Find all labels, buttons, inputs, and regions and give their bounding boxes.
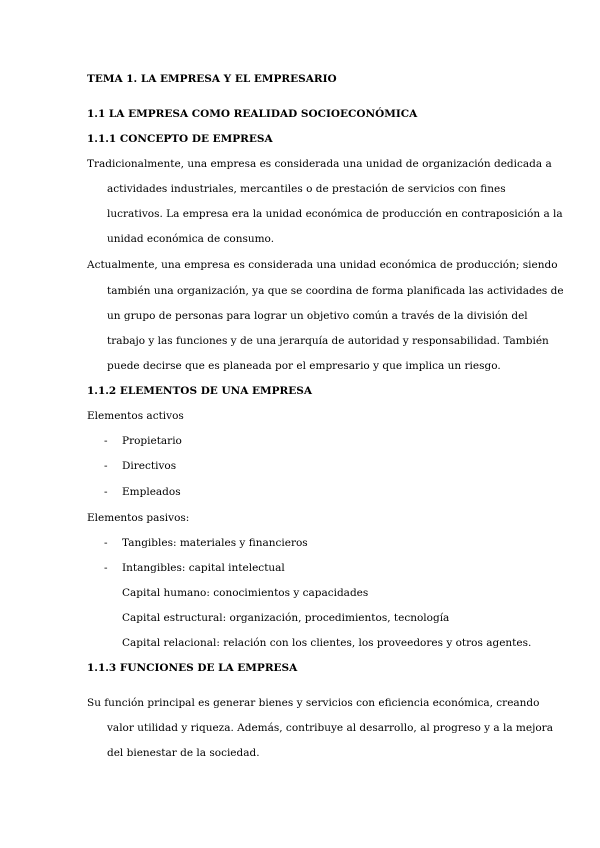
pasivos-label: Elementos pasivos: (87, 512, 190, 524)
paragraph-line: también una organización, ya que se coordina de forma planificada las actividades de (107, 285, 564, 297)
bullet-dash: - (104, 537, 108, 549)
bullet-dash: - (104, 460, 108, 472)
paragraph-line: lucrativos. La empresa era la unidad económica de producción en contraposición a la (107, 208, 563, 220)
paragraph-line: trabajo y las funciones y de una jerarquía de autoridad y responsabilidad. También (107, 335, 549, 347)
section-heading-1-1-2: 1.1.2 ELEMENTOS DE UNA EMPRESA (87, 385, 312, 397)
paragraph-line: Su función principal es generar bienes y servicios con eficiencia económica, creando (87, 697, 540, 709)
document-title: TEMA 1. LA EMPRESA Y EL EMPRESARIO (87, 73, 337, 85)
paragraph-line: Tradicionalmente, una empresa es considerada una unidad de organización dedicada a (87, 158, 552, 170)
section-heading-1-1: 1.1 LA EMPRESA COMO REALIDAD SOCIOECONÓMICA (87, 108, 418, 120)
paragraph-line: un grupo de personas para lograr un objetivo común a través de la división del (107, 310, 528, 322)
bullet-dash: - (104, 486, 108, 498)
paragraph-line: unidad económica de consumo. (107, 233, 275, 245)
paragraph-line: valor utilidad y riqueza. Además, contribuye al desarrollo, al progreso y a la mejora (107, 722, 553, 734)
section-heading-1-1-3: 1.1.3 FUNCIONES DE LA EMPRESA (87, 662, 298, 674)
list-item: Tangibles: materiales y financieros (122, 537, 308, 549)
list-item: Directivos (122, 460, 177, 472)
paragraph-line: actividades industriales, mercantiles o de prestación de servicios con fines (107, 183, 506, 195)
list-item: Empleados (122, 486, 181, 498)
sublist-item: Capital relacional: relación con los clientes, los proveedores y otros agentes. (122, 637, 532, 649)
sublist-item: Capital estructural: organización, procedimientos, tecnología (122, 612, 450, 624)
list-item: Intangibles: capital intelectual (122, 562, 285, 574)
list-item: Propietario (122, 435, 182, 447)
sublist-item: Capital humano: conocimientos y capacidades (122, 587, 369, 599)
section-heading-1-1-1: 1.1.1 CONCEPTO DE EMPRESA (87, 133, 273, 145)
paragraph-line: Actualmente, una empresa es considerada una unidad económica de producción; siendo (87, 259, 558, 271)
paragraph-line: del bienestar de la sociedad. (107, 747, 260, 759)
bullet-dash: - (104, 562, 108, 574)
paragraph-line: puede decirse que es planeada por el empresario y que implica un riesgo. (107, 360, 501, 372)
activos-label: Elementos activos (87, 410, 184, 422)
bullet-dash: - (104, 435, 108, 447)
